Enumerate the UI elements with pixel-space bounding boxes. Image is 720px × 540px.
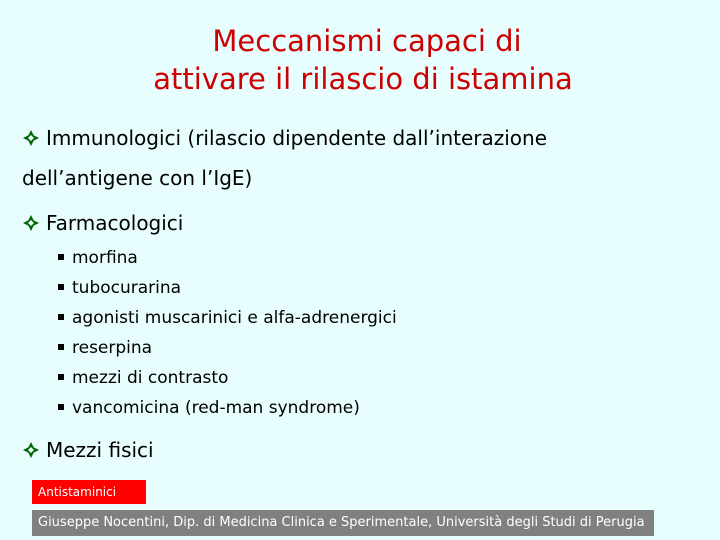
bullet-immunologici <box>22 118 547 158</box>
footer-credit: Giuseppe Nocentini, Dip. di Medicina Clinica e Sperimentale, Università degli Studi di Perugia <box>32 510 654 536</box>
antistaminici-link-button[interactable]: Antistaminici <box>32 480 146 504</box>
list-item: tubocurarina <box>58 278 181 298</box>
list-item: mezzi di contrasto <box>58 368 228 388</box>
title-line-2: attivare il rilascio di istamina <box>153 62 573 96</box>
square-bullet-icon <box>58 254 64 260</box>
square-bullet-icon <box>58 404 64 410</box>
list-item: reserpina <box>58 338 152 358</box>
list-item: morfina <box>58 248 138 268</box>
bullet-text: Mezzi fisici <box>46 438 154 462</box>
bullet-farmacologici <box>22 203 183 243</box>
square-bullet-icon <box>58 284 64 290</box>
diamond-bullet-icon <box>22 129 40 147</box>
list-item: vancomicina (red-man syndrome) <box>58 398 360 418</box>
bullet-mezzi-fisici <box>22 430 154 470</box>
bullet-text: Farmacologici <box>46 211 184 235</box>
square-bullet-icon <box>58 374 64 380</box>
square-bullet-icon <box>58 344 64 350</box>
bullet-continuation: dell’antigene con l’IgE) <box>22 166 253 190</box>
square-bullet-icon <box>58 314 64 320</box>
diamond-bullet-icon <box>22 214 40 232</box>
list-item: agonisti muscarinici e alfa-adrenergici <box>58 308 397 328</box>
diamond-bullet-icon <box>22 441 40 459</box>
slide-title <box>0 22 720 98</box>
title-line-1: Meccanismi capaci di <box>212 24 522 58</box>
bullet-text: Immunologici (rilascio dipendente dall’interazione <box>46 126 548 150</box>
